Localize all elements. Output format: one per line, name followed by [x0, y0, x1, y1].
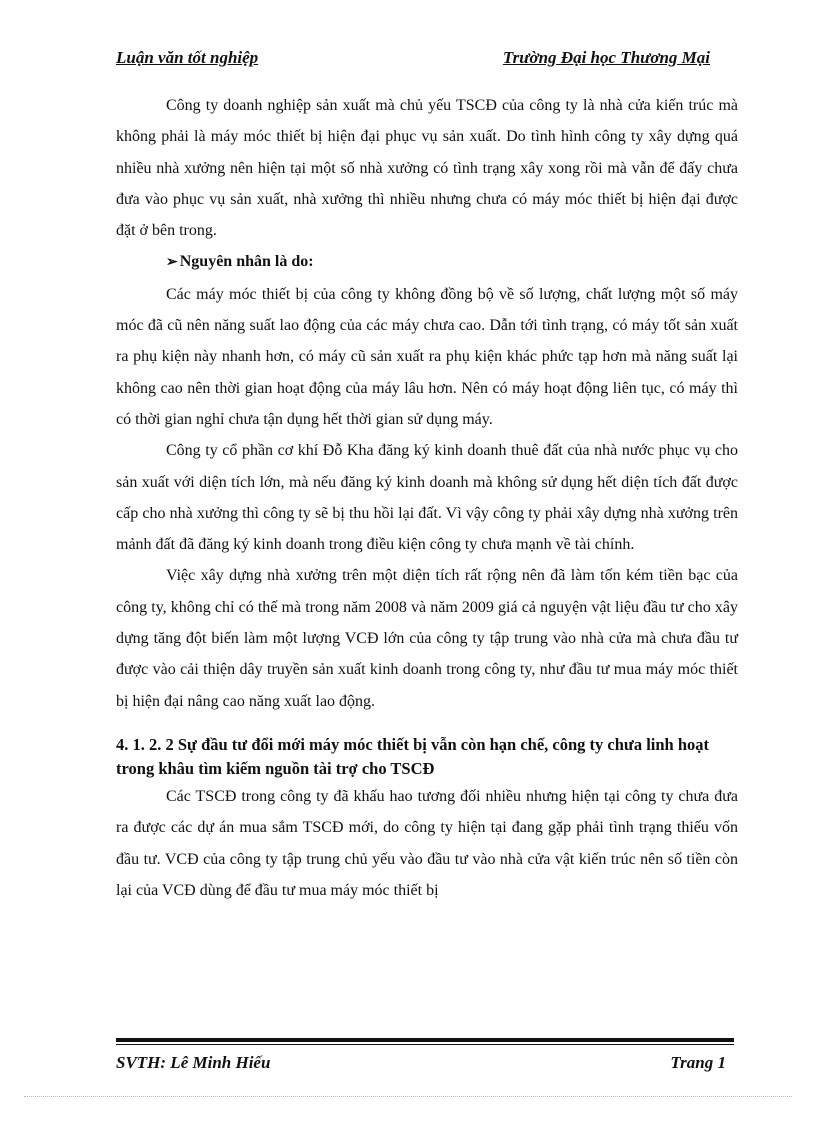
- page-edge: [24, 1096, 792, 1097]
- cause-subheading-text: Nguyên nhân là do:: [179, 253, 314, 271]
- thesis-label: Luận văn tốt nghiệp: [116, 48, 259, 67]
- footer-rule-thin: [116, 1044, 734, 1045]
- student-name: SVTH: Lê Minh Hiếu: [116, 1053, 271, 1072]
- arrow-bullet-icon: ➢: [166, 255, 178, 271]
- paragraph: Các máy móc thiết bị của công ty không đồng bộ về số lượng, chất lượng một số máy móc đã cũ nên năng suất lao động của các máy chưa cao. Dẫn tới tình trạng, có máy tốt sản xuất ra phụ kiện này nhanh hơn, có máy cũ sản xuất ra phụ kiện khác phức tạp hơn mà năng suất lại không cao nên thời gian hoạt động của máy lâu hơn. Nên có máy hoạt động liên tục, có máy thì có thời gian nghỉ chưa tận dụng hết thời gian sử dụng máy.: [116, 285, 738, 428]
- document-body: [116, 90, 738, 906]
- section-heading: 4. 1. 2. 2 Sự đầu tư đổi mới máy móc thiết bị vẫn còn hạn chế, công ty chưa linh hoạt trong khâu tìm kiếm nguồn tài trợ cho TSCĐ: [116, 734, 710, 778]
- cause-subheading: [116, 246, 738, 278]
- page-number: Trang 1: [670, 1053, 726, 1072]
- page-header: [116, 48, 710, 72]
- page-footer: [116, 1053, 726, 1077]
- paragraph: Công ty cổ phần cơ khí Đỗ Kha đăng ký kinh doanh thuê đất của nhà nước phục vụ cho sản xuất với diện tích lớn, mà nếu đăng ký kinh doanh mà không sử dụng hết diện tích đất được cấp cho nhà xưởng thì công ty sẽ bị thu hồi lại đất. Vì vậy công ty phải xây dựng nhà xưởng trên mảnh đất đã đăng ký kinh doanh trong điều kiện công ty chưa mạnh về tài chính.: [116, 442, 738, 554]
- paragraph: Việc xây dựng nhà xưởng trên một diện tích rất rộng nên đã làm tốn kém tiền bạc của công ty, không chỉ có thế mà trong năm 2008 và năm 2009 giá cả nguyện vật liệu đầu tư cho xây dựng tăng đột biến làm một lượng VCĐ lớn của công ty tập trung vào nhà cửa mà chưa đầu tư được vào cải thiện dây truyền sản xuất kinh doanh trong công ty, như đầu tư mua máy móc thiết bị hiện đại nâng cao năng xuất lao động.: [116, 567, 738, 710]
- paragraph: Các TSCĐ trong công ty đã khấu hao tương đối nhiều nhưng hiện tại công ty chưa đưa ra được các dự án mua sắm TSCĐ mới, do công ty hiện tại đang gặp phải tình trạng thiếu vốn đầu tư. VCĐ của công ty tập trung chủ yếu vào đầu tư vào nhà cửa vật kiến trúc nên số tiền còn lại của VCĐ dùng để đầu tư mua máy móc thiết bị: [116, 787, 738, 899]
- university-name: Trường Đại học Thương Mại: [502, 48, 710, 67]
- footer-rule-thick: [116, 1038, 734, 1042]
- paragraph: Công ty doanh nghiệp sản xuất mà chủ yếu TSCĐ của công ty là nhà cửa kiến trúc mà không phải là máy móc thiết bị hiện đại phục vụ sản xuất. Do tình hình công ty xây dựng quá nhiều nhà xưởng nên hiện tại một số nhà xưởng có tình trạng xây xong rồi mà vẫn để đấy chưa đưa vào phục vụ sản xuất, nhà xưởng thì nhiều nhưng chưa có máy móc thiết bị hiện đại được đặt ở bên trong.: [116, 97, 738, 240]
